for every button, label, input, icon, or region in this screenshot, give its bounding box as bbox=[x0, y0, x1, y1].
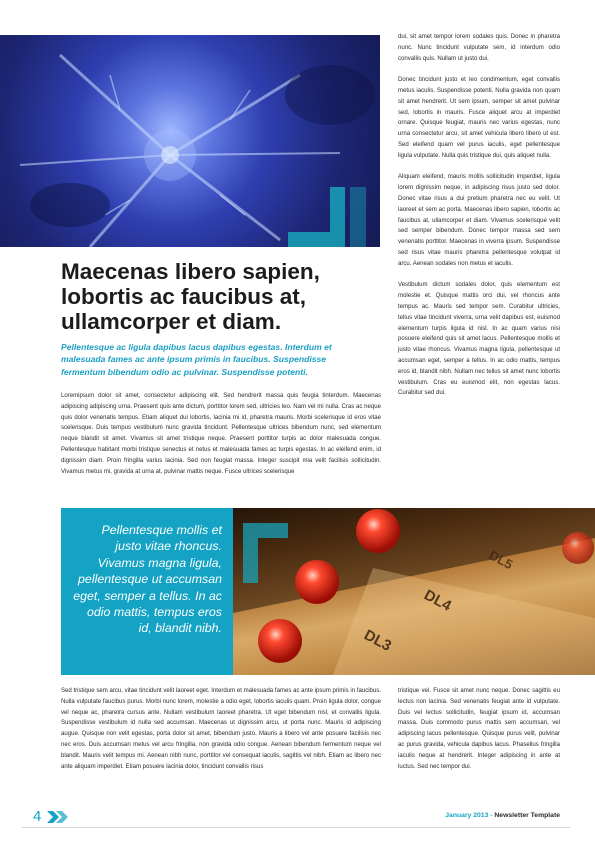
footer-separator: - bbox=[490, 812, 493, 819]
footer-caption bbox=[400, 812, 560, 819]
led-light-icon bbox=[295, 560, 339, 604]
led-image bbox=[233, 508, 595, 675]
led-light-icon bbox=[356, 509, 400, 553]
footer-date: January 2013 bbox=[445, 812, 489, 819]
pull-quote: Pellentesque mollis et justo vitae rhoncus. Vivamus magna ligula, pellentesque ut accumsan eget, semper a tellus. In ac odio mattis, tempus eros id, blandit nibh. bbox=[73, 523, 222, 636]
led-label: DL4 bbox=[421, 586, 455, 615]
article-headline: Maecenas libero sapien, lobortis ac faucibus at, ullamcorper et diam. bbox=[61, 259, 320, 334]
right-column-paragraph: Vestibulum dictum sodales dolor, quis elementum est molestie et. Quisque mattis orci dui, vel rhoncus ante tempus ac. Mauris sed tempor sem. Curabitur ultricies, tellus vitae tincidunt viverra, urna velit dapibus est, euismod elementum turpis ligula id nisl. In ac quam varius nisi posuere eleifend quis sit amet lacus. Pellentesque mollis et justo vitae rhoncus. Vivamus magna ligula, pellentesque ut accumsan eget, semper a tellus. In ac odio mattis, tempus eros id, blandit nibh. Nullam nec tellus sit amet nunc lobortis vestibulum. Cras eu euismod elit, non egestas lacus. Curabitur sed dui. bbox=[398, 282, 560, 397]
page-number: 4 bbox=[33, 808, 42, 825]
body-text-bottom-right: tristique vel. Fusce sit amet nunc neque. Donec sagittis eu lectus non lacinia. Sed venenatis feugiat ante id vulputate. Duis vel lectus sollicitudin, feugiat ipsum id, accumsan massa. Duis commodo purus mattis sem accumsan, vel adipiscing lacus pellentesque. Quisque purus velit, pulvinar ac purus gravida, vehicula dapibus lacus. Phasellus fringilla iaculis neque at hendrerit. Integer adipiscing in ante at luctus. Sed nec tempor dui. bbox=[398, 688, 560, 770]
snowflake-graphic bbox=[0, 35, 380, 247]
led-light-icon bbox=[258, 619, 302, 663]
right-column-paragraph: Aliquam eleifend, mauris mollis sollicitudin imperdiet, ligula lorem dignissim neque, in adipiscing risus justo sed dolor. Donec vitae risus a dui pretium pharetra nec eu velit. Ut laoreet et sem ac porta. Maecenas libero sapien, lobortis ac faucibus at, ullamcorper et diam. Vivamus scelerisque velit sed semper bibendum. Donec tempor massa sed sem venenatis porttitor. Maecenas in viverra ipsum. Suspendisse sed risus vitae mauris pharetra pellentesque volutpat id arcu. Aenean sodales non metus et iaculis. bbox=[398, 174, 560, 267]
article-lede: Pellentesque ac ligula dapibus lacus dapibus egestas. Interdum et malesuada fames ac ante ipsum primis in faucibus. Suspendisse fermentum bibendum odio ac pulvinar. Suspendisse potenti. bbox=[61, 342, 332, 377]
chevron-overlay-icon bbox=[288, 187, 345, 247]
hero-image bbox=[0, 35, 380, 247]
body-text-top: Loremipsum dolor sit amet, consectetur adipiscing elit. Sed hendrerit massa quis feugia tinterdum. Maecenas adipiscing adipiscing urna. Praesent quis ante dictum, porttitor lorem sed, ultricies leo. Nam vel mi nulla. Cras ac neque quis dolor venenatis tempus. Etiam aliquet dui lobortis, lacinia mi id, pharetra mauris. Morbi scelerisque id eros vitae scelerisque. Duis tempus vestibulum nunc gravida tincidunt. Pellentesque ultrices bibendum nunc, sed elementum neque blandit sit amet. Vivamus sit amet tristique neque. Praesent porttitor turpis ac dolor malesuada congue. Pellentesque habitant morbi tristique senectus et netus et malesuada fames ac turpis egestas. In ac eleifend enim, id dignissim diam. Proin fringilla varius lacinia. Sed non feugiat massa. Integer suscipit mia velit facilisis sollicitudin. Vivamus metus mi, gravida at urna at, pulvinar mattis neque. Fusce ultrices scelerisque bbox=[61, 393, 381, 475]
right-column-paragraph: dui, sit amet tempor lorem sodales quis. Donec in pharetra nunc. Nunc tincidunt vulputate sem, id interdum odio convallis quis. Nullam ut justo dui. bbox=[398, 34, 560, 62]
body-text-bottom-left: Sed tristique sem arcu, vitae tincidunt velit laoreet eget. Interdum et malesuada fames ac ante ipsum primis in faucibus. Nulla vulputate faucibus purus. Morbi nunc lorem, molestie a odio eget, lobortis iaculis quam. Proin ligula dolor, congue vel neque ac, pharetra cursus ante. Nullam vestibulum laoreet pharetra. Ut eget bibendum nisl, et convallis ligula. Suspendisse vestibulum id nulla sed accumsan. Maecenas ut dignissim arcu, ut porta nunc. Mauris id adipiscing augue. Quisque non velit egestas, porta dolor sit amet, bibendum justo. Mauris a libero vel ante posuere facilisis nec nec eros. Duis accumsan metus vel arcu fringilla, non gravida odio congue. Aenean bibendum fermentum neque vel blandit. Mauris velit tempus mi. Aenean nibh nunc, porttitor vel consequat iaculis, sagittis vel nibh. Etiam ac libero nec ante aliquam imperdiet. Etiam posuere lacinia dolor, tincidunt convallis risus bbox=[61, 688, 381, 770]
right-column-paragraph: Donec tincidunt justo et leo condimentum, eget convallis metus iaculis. Suspendisse potenti. Nulla gravida non quam sit amet hendrerit. Ut sem ipsum, semper sit amet pulvinar sed, lobortis in mauris. Fusce aliquet arcu at imperdiet ornare. Quisque feugiat, mauris nec varius egestas, nunc urna consectetur arcu, sit amet vehicula libero libero ut est. Sed eleifend quam vel purus iaculis, eget pellentesque ligula vulputate. Nulla quis tristique dui, quis aliquet nulla. bbox=[398, 77, 560, 159]
led-light-icon bbox=[562, 532, 594, 564]
led-label: DL5 bbox=[486, 547, 516, 573]
footer-divider bbox=[22, 827, 570, 828]
footer-title: Newsletter Template bbox=[494, 812, 560, 819]
led-label: DL3 bbox=[361, 626, 395, 655]
led-board-graphic bbox=[233, 508, 595, 675]
right-column bbox=[398, 32, 560, 410]
double-chevron-icon bbox=[47, 811, 75, 823]
